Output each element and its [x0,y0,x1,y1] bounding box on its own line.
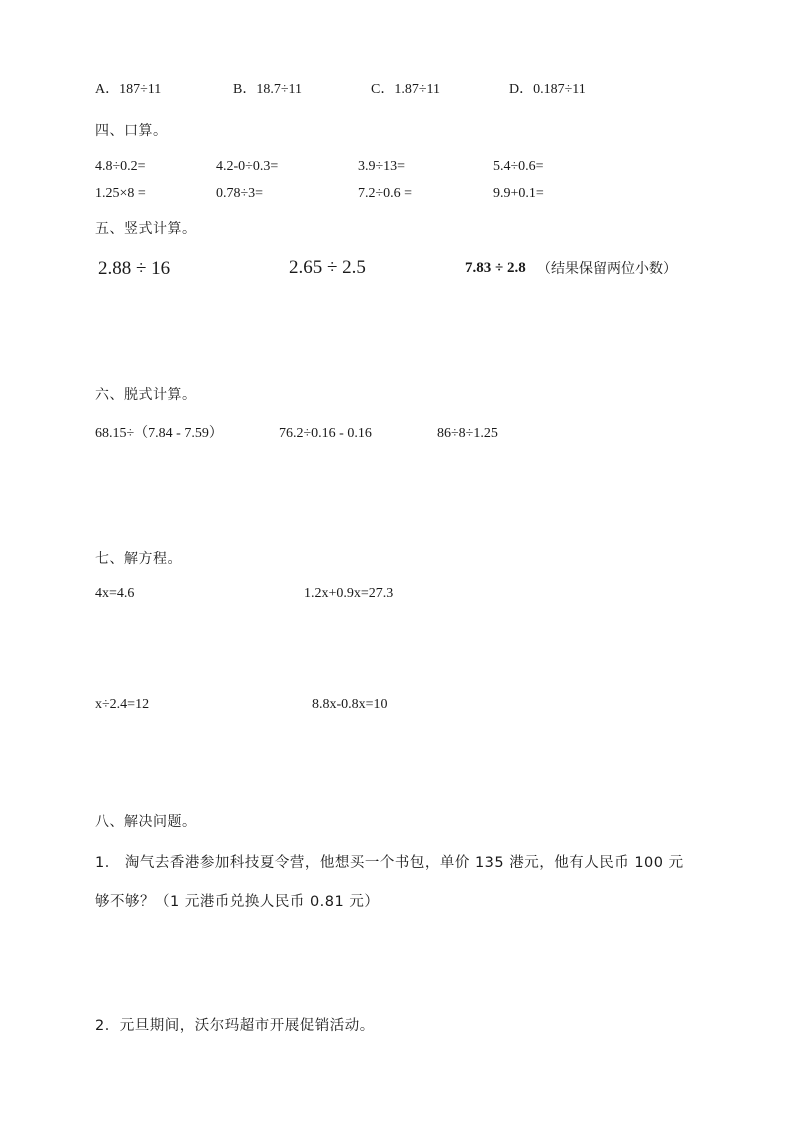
stepwise-calc-item: 68.15÷（7.84 - 7.59） [95,426,223,441]
option-d: D．0.187÷11 [509,82,586,97]
equation-item: 4x=4.6 [95,586,135,601]
stepwise-calc-item: 86÷8÷1.25 [437,426,498,441]
equation-item: 1.2x+0.9x=27.3 [304,586,394,601]
equation-item: x÷2.4=12 [95,697,150,712]
oral-calc-item: 4.2-0÷0.3= [216,159,279,174]
oral-calc-item: 3.9÷13= [358,159,406,174]
vertical-calc-item: 2.65 ÷ 2.5 [289,257,366,278]
section5-title: 五、竖式计算。 [95,221,197,237]
oral-calc-item: 0.78÷3= [216,186,264,201]
vertical-calc-item: 7.83 ÷ 2.8 [465,260,526,276]
section4-title: 四、口算。 [95,123,168,139]
oral-calc-item: 7.2÷0.6 = [358,186,413,201]
section6-title: 六、脱式计算。 [95,387,197,403]
oral-calc-item: 5.4÷0.6= [493,159,544,174]
option-c: C．1.87÷11 [371,82,441,97]
oral-calc-item: 1.25×8 = [95,186,146,201]
option-a: A．187÷11 [95,82,162,97]
section7-title: 七、解方程。 [95,551,182,567]
problem-1-line-2: 够不够？（1 元港币兑换人民币 0.81 元） [95,894,380,910]
equation-item: 8.8x-0.8x=10 [312,697,388,712]
rounding-note: （结果保留两位小数） [537,261,677,277]
vertical-calc-item: 2.88 ÷ 16 [98,258,171,279]
option-b: B．18.7÷11 [233,82,303,97]
problem-1-line-1: 1． 淘气去香港参加科技夏令营，他想买一个书包，单价 135 港元，他有人民币 100 元 [95,855,684,871]
problem-2: 2．元旦期间，沃尔玛超市开展促销活动。 [95,1018,375,1034]
section8-title: 八、解决问题。 [95,814,197,830]
stepwise-calc-item: 76.2÷0.16 - 0.16 [279,426,372,441]
oral-calc-item: 4.8÷0.2= [95,159,146,174]
oral-calc-item: 9.9+0.1= [493,186,544,201]
